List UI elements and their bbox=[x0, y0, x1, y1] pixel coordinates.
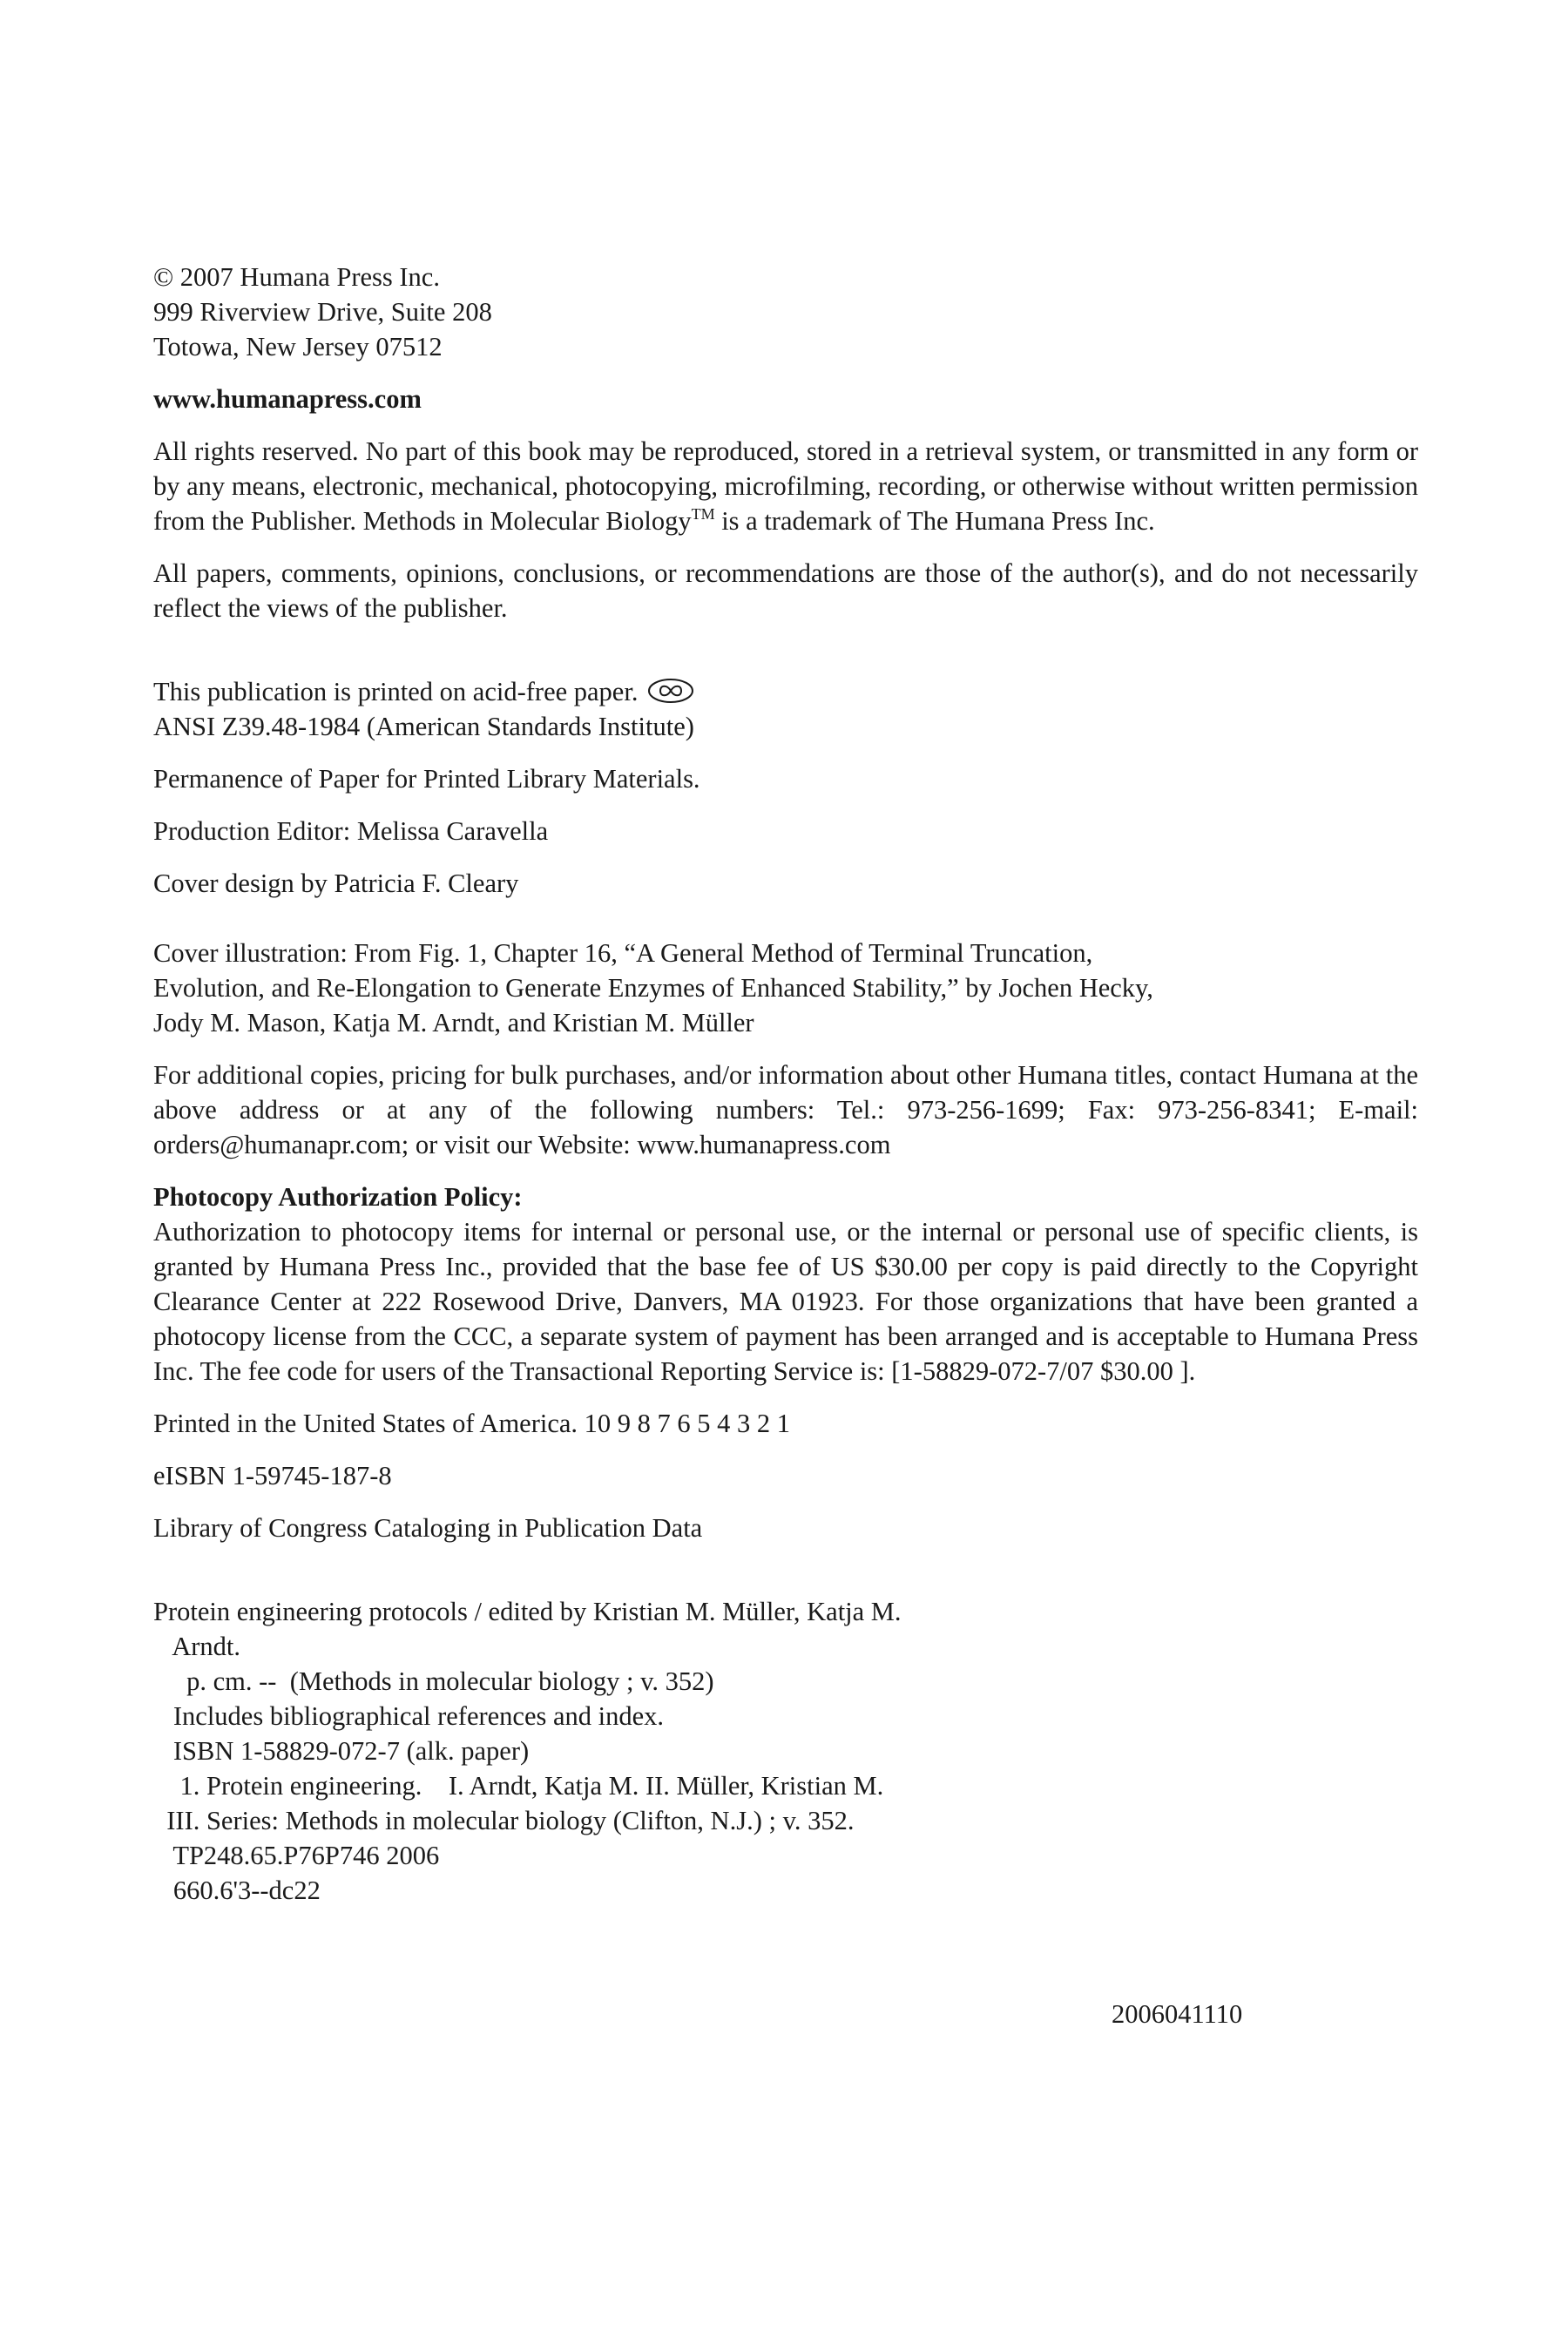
cip-line-5: ISBN 1-58829-072-7 (alk. paper) bbox=[153, 1736, 530, 1766]
photocopy-heading: Photocopy Authorization Policy: bbox=[153, 1182, 523, 1212]
address-line-3: Totowa, New Jersey 07512 bbox=[153, 332, 443, 362]
address-line-2: 999 Riverview Drive, Suite 208 bbox=[153, 297, 492, 327]
cip-line-2: Arndt. bbox=[153, 1632, 240, 1661]
cip-line-8: TP248.65.P76P746 2006 bbox=[153, 1841, 440, 1870]
copyright-page bbox=[153, 260, 1418, 1908]
eisbn: eISBN 1-59745-187-8 bbox=[153, 1461, 392, 1490]
cip-line-9: 660.6'3--dc22 bbox=[153, 1876, 321, 1905]
publisher-address bbox=[153, 260, 1418, 364]
rights-statement bbox=[153, 434, 1418, 538]
acid-free-line bbox=[153, 674, 1418, 709]
cover-illustration-line-3: Jody M. Mason, Katja M. Arndt, and Kristian M. Müller bbox=[153, 1008, 754, 1037]
photocopy-body: Authorization to photocopy items for internal or personal use, or the internal or personal use of specific clients, is granted by Humana Press Inc., provided that the base fee of US $30.00 per copy is paid directly to the Copyright Clearance Center at 222 Rosewood Drive, Danvers, MA 01923. For those organizations that have been granted a photocopy license from the CCC, a separate system of payment has been arranged and is acceptable to Humana Press Inc. The fee code for users of the Transactional Reporting Service is: [1-58829-072-7/07 $30.00 ]. bbox=[153, 1217, 1418, 1386]
rights-text: All rights reserved. No part of this book may be reproduced, stored in a retrieval system, or transmitted in any form or by any means, electronic, mechanical, photocopying, microfilming, recording, or otherwise without written permission from the Publisher. Methods in Molecular Biology bbox=[153, 436, 1418, 536]
loc-heading: Library of Congress Cataloging in Publication Data bbox=[153, 1513, 703, 1543]
cover-illustration-line-1: Cover illustration: From Fig. 1, Chapter 16, “A General Method of Terminal Truncation, bbox=[153, 938, 1093, 968]
printed-line: Printed in the United States of America. 10 9 8 7 6 5 4 3 2 1 bbox=[153, 1409, 791, 1438]
cip-line-7: III. Series: Methods in molecular biology (Clifton, N.J.) ; v. 352. bbox=[153, 1806, 855, 1835]
cip-line-6: 1. Protein engineering. I. Arndt, Katja M. II. Müller, Kristian M. bbox=[153, 1771, 884, 1801]
cover-illustration-line-2: Evolution, and Re-Elongation to Generate Enzymes of Enhanced Stability,” by Jochen Hecky, bbox=[153, 973, 1153, 1003]
infinity-circle-icon bbox=[646, 678, 695, 704]
ansi-line: ANSI Z39.48-1984 (American Standards Institute) bbox=[153, 712, 694, 741]
disclaimer: All papers, comments, opinions, conclusions, or recommendations are those of the author(s), and do not necessarily reflect the views of the publisher. bbox=[153, 558, 1418, 623]
cover-design: Cover design by Patricia F. Cleary bbox=[153, 868, 519, 898]
cip-line-1: Protein engineering protocols / edited by Kristian M. Müller, Katja M. bbox=[153, 1597, 902, 1626]
cip-data bbox=[153, 1594, 1418, 1908]
production-editor: Production Editor: Melissa Caravella bbox=[153, 816, 549, 846]
permanence-line: Permanence of Paper for Printed Library Materials. bbox=[153, 764, 700, 794]
acid-free-text: This publication is printed on acid-free paper. bbox=[153, 677, 639, 706]
rights-text-end: is a trademark of The Humana Press Inc. bbox=[714, 506, 1155, 536]
publisher-website: www.humanapress.com bbox=[153, 384, 422, 414]
cover-illustration bbox=[153, 936, 1418, 1040]
trademark-symbol: TM bbox=[691, 505, 715, 523]
cip-line-3: p. cm. -- (Methods in molecular biology ; v. 352) bbox=[153, 1666, 714, 1696]
photocopy-policy bbox=[153, 1179, 1418, 1389]
address-line-1: © 2007 Humana Press Inc. bbox=[153, 262, 440, 292]
additional-copies: For additional copies, pricing for bulk purchases, and/or information about other Humana titles, contact Humana at the above address or at any of the following numbers: Tel.: 973-256-1699; Fax: 973-256-8341; E-mail: orders@humanapr.com; or visit our Website: www.humanapress.com bbox=[153, 1060, 1418, 1159]
lccn-number: 2006041110 bbox=[1112, 1999, 1243, 2029]
paper-statement bbox=[153, 674, 1418, 744]
cip-line-4: Includes bibliographical references and index. bbox=[153, 1701, 665, 1731]
